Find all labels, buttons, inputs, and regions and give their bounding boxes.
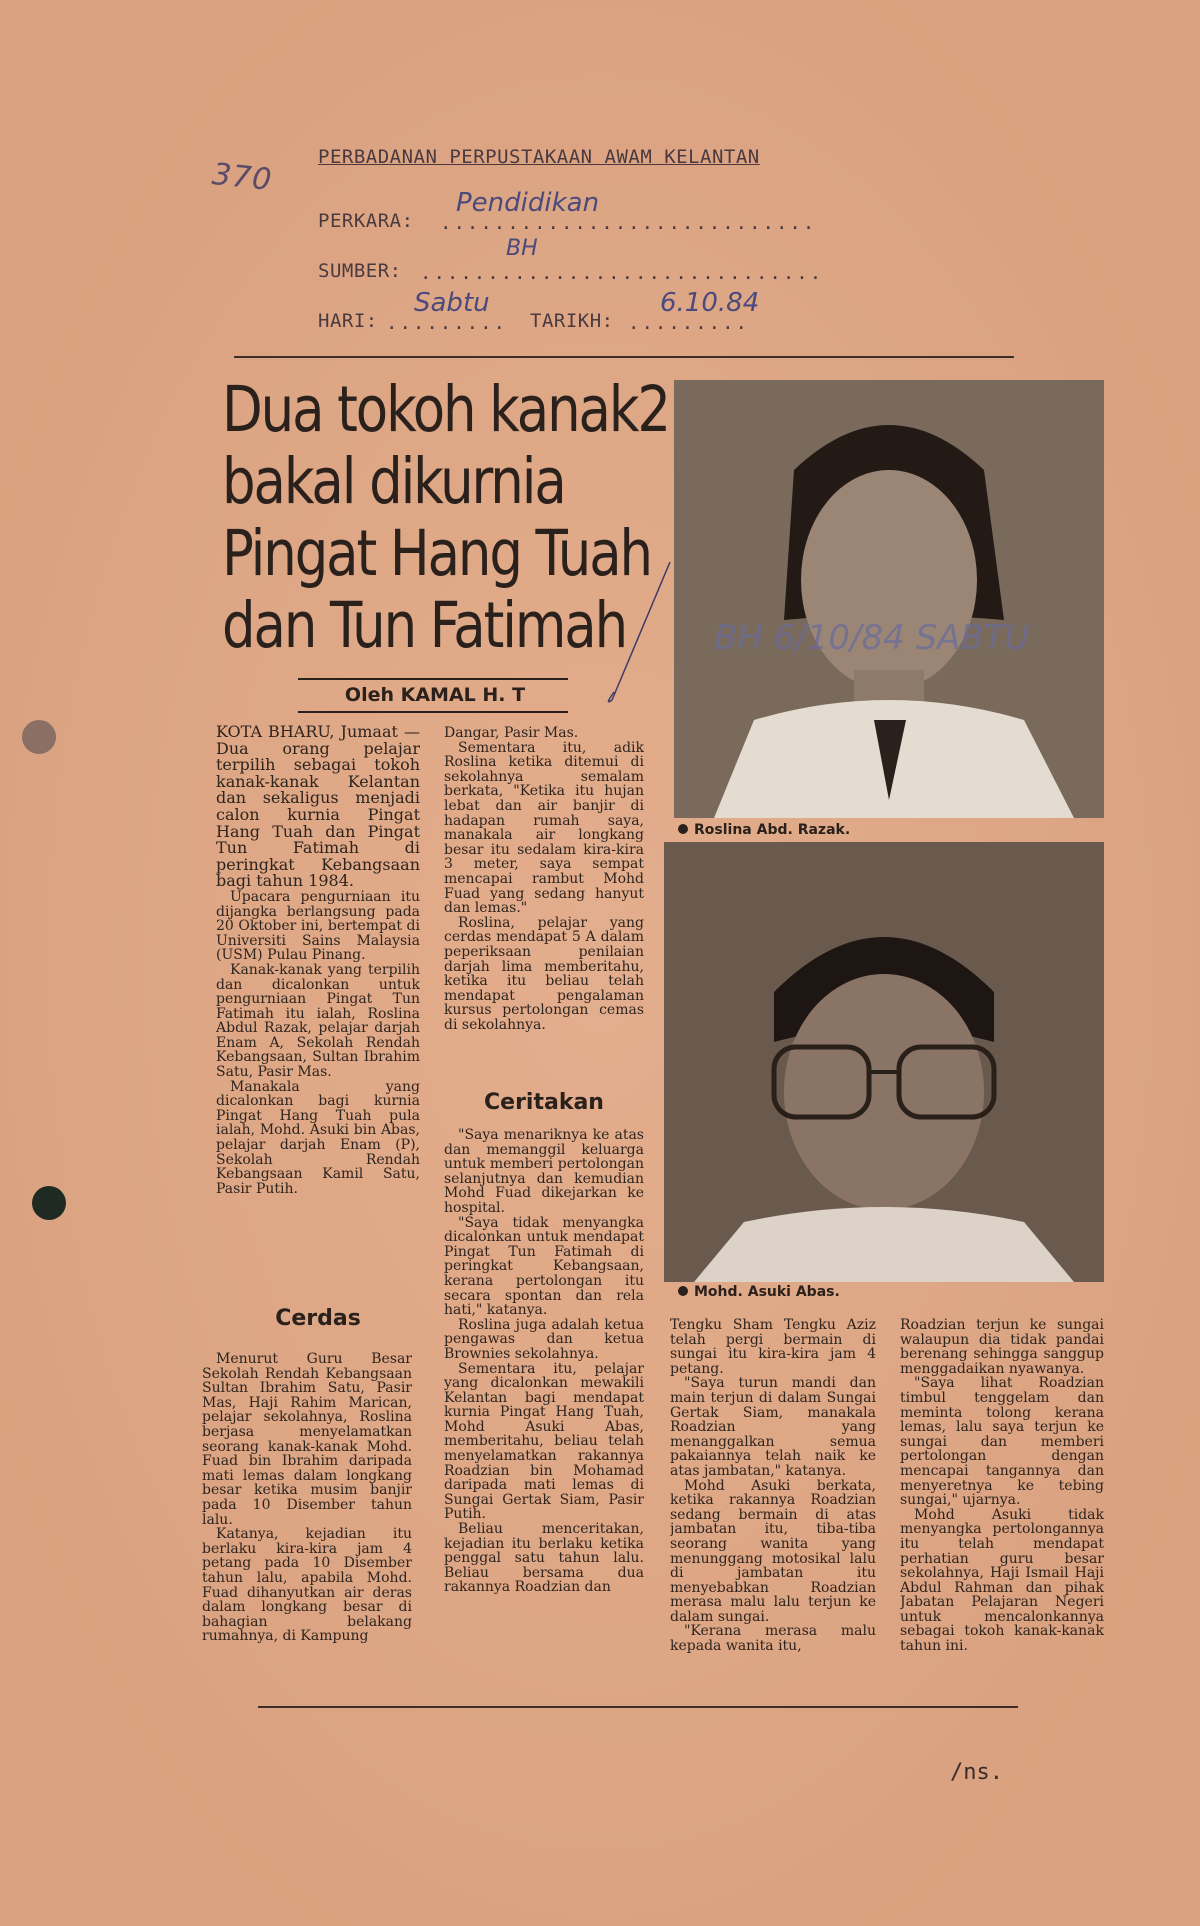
header-organization: PERBADANAN PERPUSTAKAAN AWAM KELANTAN <box>318 146 760 168</box>
paragraph: Tengku Sham Tengku Aziz telah pergi bermain di sungai itu kira-kira jam 4 petang. <box>670 1318 876 1377</box>
paragraph: Menurut Guru Besar Sekolah Rendah Kebangsaan Sultan Ibrahim Satu, Pasir Mas, Haji Rahim Marican, pelajar sekolahnya, Roslina berjasa menyelamatkan seorang kanak-kanak Mohd. Fuad bin Ibrahim daripada mati lemas dalam longkang besar ketika musim banjir pada 10 Disember tahun lalu. <box>202 1352 412 1528</box>
paragraph: "Saya lihat Roadzian timbul tenggelam dan meminta tolong kerana lemas, lalu saya terjun ke sungai dan memberi pertolongan dengan mencapai tangannya dan menyeretnya ke tebing sungai," ujarnya. <box>900 1375 1104 1509</box>
paragraph: "Saya tidak menyangka dicalonkan untuk mendapat Pingat Tun Fatimah di peringkat Kebangsaan, kerana pertolongan itu secara spontan dan rela hati," katanya. <box>444 1214 644 1319</box>
subhead-cerdas: Cerdas <box>275 1306 361 1331</box>
paragraph: Manakala yang dicalonkan bagi kurnia Pingat Hang Tuah pula ialah, Mohd. Asuki bin Abas, pelajar darjah Enam (P), Sekolah Rendah Kebangsaan Kamil Satu, Pasir Putih. <box>216 1078 420 1197</box>
photo-annotation: BH 6/10/84 SABTU <box>714 618 1030 658</box>
caption-text: Roslina Abd. Razak. <box>694 822 851 838</box>
headline-line: bakal dikurnia <box>222 445 565 518</box>
sumber-dotline: .............................. <box>420 262 824 284</box>
paragraph: Roadzian terjun ke sungai walaupun dia tidak pandai berenang sehingga sanggup menggadaikan nyawanya. <box>900 1318 1104 1377</box>
punch-hole-bottom <box>32 1186 66 1220</box>
header-divider <box>234 356 1014 358</box>
punch-hole-top <box>22 720 56 754</box>
hari-label: HARI: <box>318 310 378 332</box>
subhead-ceritakan: Ceritakan <box>484 1090 604 1115</box>
article-column-4 <box>900 1318 1104 1706</box>
article-headline <box>222 373 669 662</box>
paragraph: Sementara itu, pelajar yang dicalonkan mewakili Kelantan bagi mendapat kurnia Pingat Hang Tuah, Mohd Asuki Abas, memberitahu, beliau telah menyelamatkan rakannya Roadzian bin Mohamad daripada mati lemas di Sungai Gertak Siam, Pasir Putih. <box>444 1360 644 1523</box>
bullet-dot <box>678 1286 688 1296</box>
article-bottom-rule <box>258 1706 1018 1708</box>
perkara-value: Pendidikan <box>456 188 600 218</box>
caption-roslina <box>678 822 850 838</box>
sumber-label: SUMBER: <box>318 260 402 282</box>
paragraph: Mohd Asuki tidak menyangka pertolongannya itu telah mendapat perhatian guru besar sekolahnya, Haji Ismail Haji Abdul Rahman dan pihak Jabatan Pelajaran Negeri untuk mencalonkannya sebagai tokoh kanak-kanak tahun ini. <box>900 1506 1104 1655</box>
byline-rule-top <box>298 678 568 680</box>
hari-dotline: ......... <box>386 312 507 334</box>
photo-roslina <box>674 380 1104 818</box>
headline-line: Dua tokoh kanak2 <box>222 373 669 446</box>
paragraph: Upacara pengurniaan itu dijangka berlangsung pada 20 Oktober ini, bertempat di Universiti Sains Malaysia (USM) Pulau Pinang. <box>216 888 420 964</box>
caption-asuki <box>678 1284 840 1300</box>
paragraph: Katanya, kejadian itu berlaku kira-kira jam 4 petang pada 10 Disember tahun lalu, apabila Mohd. Fuad dihanyutkan air deras dalam longkang besar di bahagian belakang rumahnya, di Kampung <box>202 1526 412 1645</box>
article-column-3 <box>670 1318 876 1706</box>
paragraph: Beliau menceritakan, kejadian itu berlaku ketika penggal satu tahun lalu. Beliau bersama dua rakannya Roadzian dan <box>444 1521 644 1596</box>
caption-text: Mohd. Asuki Abas. <box>694 1284 840 1300</box>
photo-asuki <box>664 842 1104 1282</box>
perkara-label: PERKARA: <box>318 210 414 232</box>
tarikh-label: TARIKH: <box>530 310 614 332</box>
paragraph: Roslina, pelajar yang cerdas mendapat 5 A dalam peperiksaan penilaian darjah lima memberitahu, ketika itu beliau telah mendapat pengalaman kursus pertolongan cemas di sekolahnya. <box>444 914 644 1033</box>
footer-initials: /ns. <box>950 1760 1003 1785</box>
sumber-value: BH <box>506 236 538 261</box>
byline-rule-bottom <box>298 711 568 713</box>
article-column-1b <box>202 1352 412 1702</box>
paragraph: KOTA BHARU, Jumaat — Dua orang pelajar terpilih sebagai tokoh kanak-kanak Kelantan dan sekaligus menjadi calon kurnia Pingat Hang Tuah dan Pingat Tun Fatimah di peringkat Kebangsaan bagi tahun 1984. <box>216 724 420 891</box>
bullet-dot <box>678 824 688 834</box>
article-column-1 <box>216 724 420 1290</box>
paragraph: Mohd Asuki berkata, ketika rakannya Roadzian sedang bermain di atas jambatan itu, tiba-tiba seorang wanita yang menunggang motosikal lalu di jambatan itu menyebabkan Roadzian merasa malu lalu terjun ke dalam sungai. <box>670 1477 876 1625</box>
headline-line: dan Tun Fatimah <box>222 589 627 662</box>
paragraph: "Kerana merasa malu kepada wanita itu, <box>670 1623 876 1655</box>
tarikh-dotline: ......... <box>628 312 749 334</box>
article-column-2 <box>444 726 644 1084</box>
article-byline: Oleh KAMAL H. T <box>344 684 526 706</box>
paragraph: "Saya turun mandi dan main terjun di dalam Sungai Gertak Siam, manakala Roadzian yang menanggalkan semua pakaiannya telah naik ke atas jambatan," katanya. <box>670 1375 876 1479</box>
paragraph: "Saya menariknya ke atas dan memanggil keluarga untuk memberi pertolongan selanjutnya dan kemudian Mohd Fuad dikejarkan ke hospital. <box>444 1128 644 1216</box>
paragraph: Kanak-kanak yang terpilih dan dicalonkan untuk pengurniaan Pingat Tun Fatimah itu ialah, Roslina Abdul Razak, pelajar darjah Enam A, Sekolah Rendah Kebangsaan, Sultan Ibrahim Satu, Pasir Mas. <box>216 961 420 1081</box>
headline-line: Pingat Hang Tuah <box>222 517 651 590</box>
tarikh-value: 6.10.84 <box>660 288 760 318</box>
pen-annotation-stroke <box>600 560 680 710</box>
article-column-2b <box>444 1128 644 1704</box>
perkara-dotline: ............................ <box>440 212 817 234</box>
paragraph: Roslina juga adalah ketua pengawas dan ketua Brownies sekolahnya. <box>444 1316 644 1362</box>
portrait-boy-illustration <box>664 842 1104 1282</box>
reference-number: 370 <box>210 156 274 199</box>
paragraph: Sementara itu, adik Roslina ketika ditemui di sekolahnya semalam berkata, "Ketika itu hujan lebat dan air banjir di hadapan rumah saya, manakala air longkang besar itu sedalam kira-kira 3 meter, saya sempat mencapai rambut Mohd Fuad yang sedang hanyut dan lemas." <box>444 739 644 917</box>
portrait-girl-illustration <box>674 380 1104 818</box>
paragraph: Dangar, Pasir Mas. <box>444 726 579 741</box>
hari-value: Sabtu <box>414 288 490 318</box>
